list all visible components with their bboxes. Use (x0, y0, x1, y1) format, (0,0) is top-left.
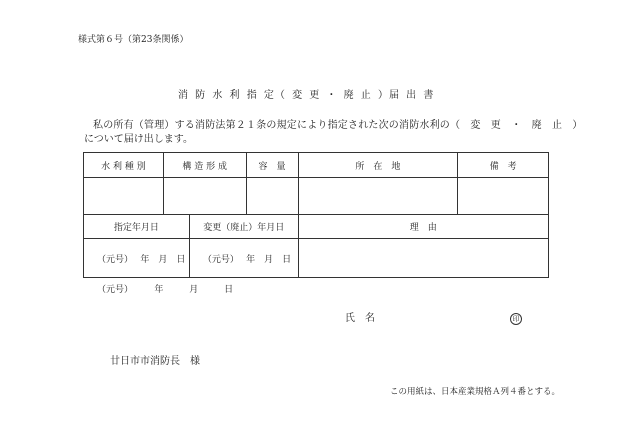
header-designation-date: 指定年月日 (84, 215, 190, 239)
submission-date[interactable]: （元号） 年 月 日 (97, 285, 234, 295)
designation-date-field[interactable]: （元号） 年 月 日 (84, 239, 190, 278)
water-type-field[interactable] (84, 178, 164, 215)
header-structure: 構 造 形 成 (163, 153, 246, 178)
header-water-type: 水 利 種 別 (84, 153, 164, 178)
document-title: 消 防 水 利 指 定（ 変 更 ・ 廃 止 ）届 出 書 (178, 90, 435, 101)
location-field[interactable] (298, 178, 458, 215)
form-number: 様式第６号（第23条関係） (78, 35, 189, 45)
addressee: 廿日市市消防長 様 (110, 356, 200, 367)
header-change-date: 変更（廃止）年月日 (189, 215, 298, 239)
header-location: 所 在 地 (298, 153, 458, 178)
header-capacity: 容 量 (246, 153, 298, 178)
change-date-field[interactable]: （元号） 年 月 日 (189, 239, 298, 278)
header-reason: 理 由 (298, 215, 548, 239)
remarks-field[interactable] (458, 178, 549, 215)
structure-field[interactable] (163, 178, 246, 215)
body-text-line-1: 私の所有（管理）する消防法第２１条の規定により指定された次の消防水利の（ 変 更 ・ 廃 止 ） (93, 120, 583, 131)
reason-field[interactable] (298, 239, 548, 278)
name-label: 氏 名 (345, 313, 375, 324)
water-source-table (83, 152, 549, 215)
capacity-field[interactable] (246, 178, 298, 215)
header-remarks: 備 考 (458, 153, 549, 178)
body-text-line-2: について届け出します。 (84, 134, 193, 145)
date-reason-table (83, 214, 549, 278)
seal-mark: 印 (510, 313, 522, 325)
paper-size-note: この用紙は、日本産業規格Ａ列４番とする。 (390, 387, 561, 397)
